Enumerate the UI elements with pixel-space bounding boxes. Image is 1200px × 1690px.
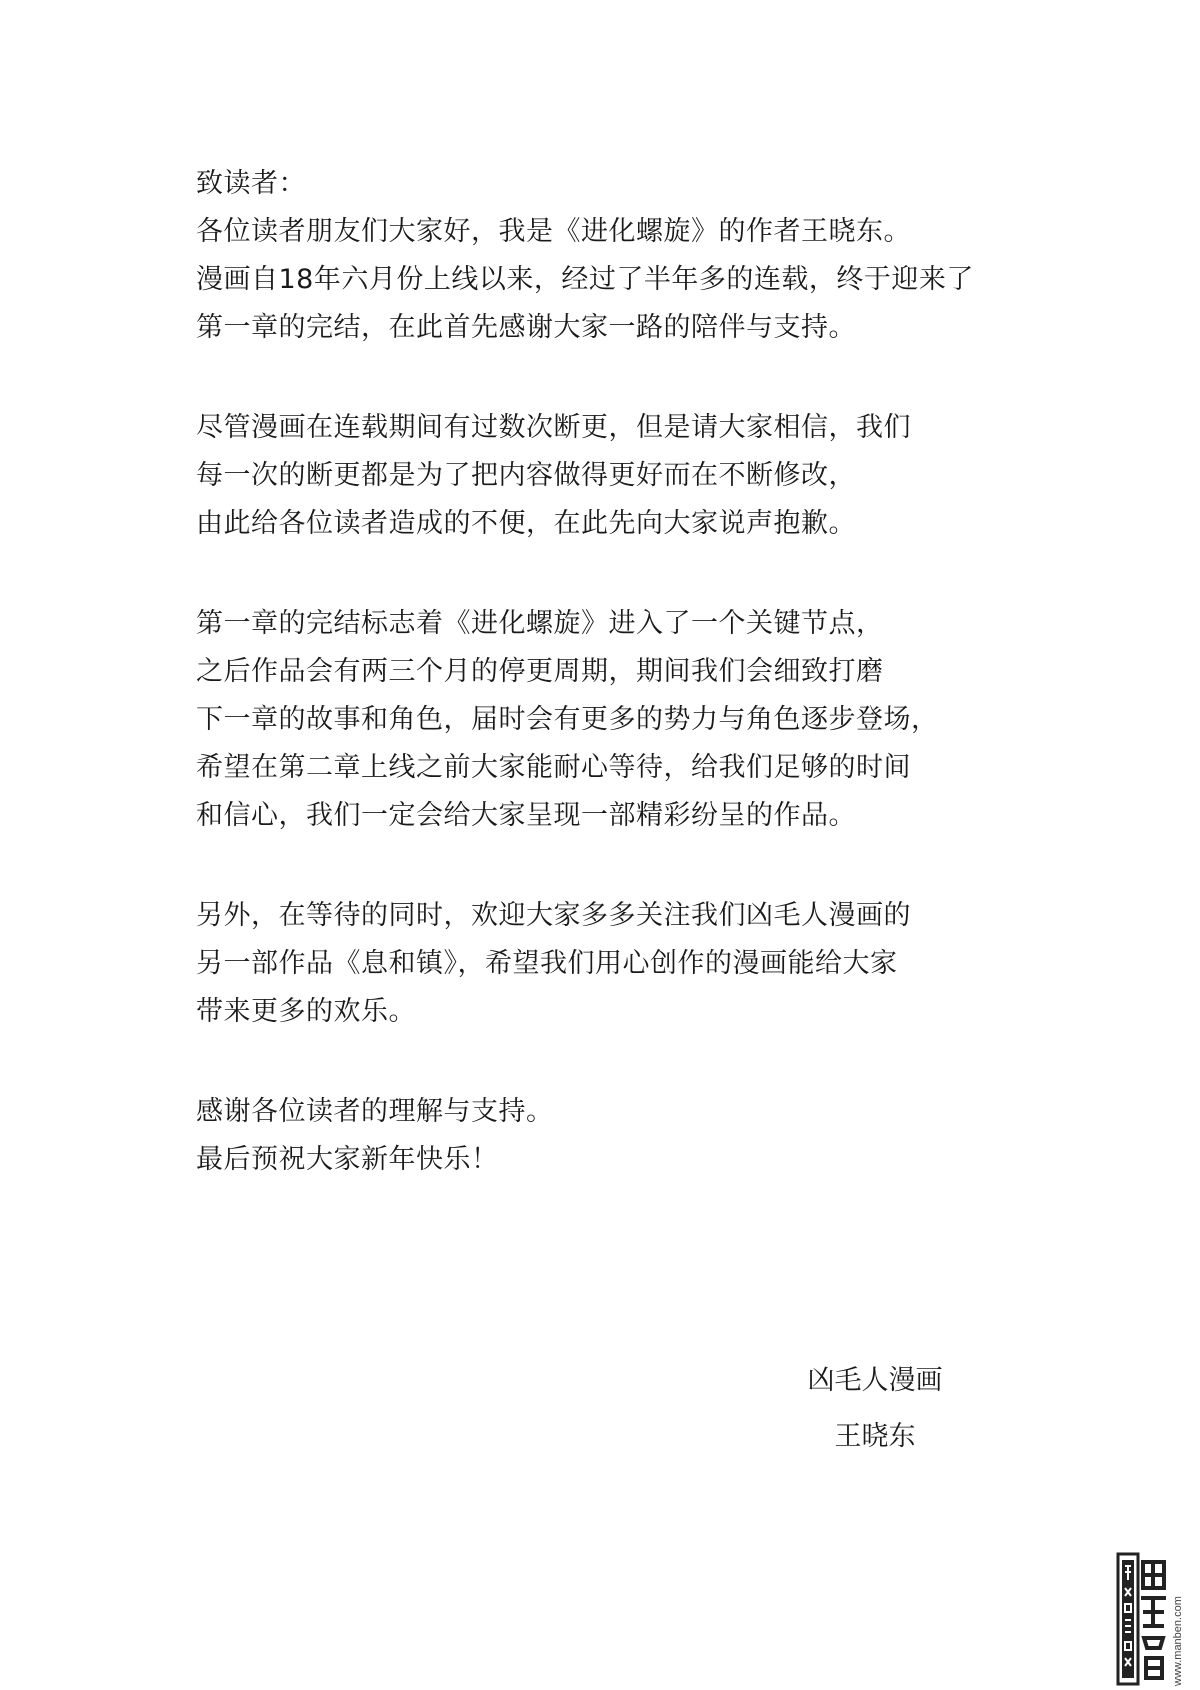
paragraph-1 [196,208,1096,352]
paragraph-4 [196,892,1096,1036]
paragraph-line: 另外，在等待的同时，欢迎大家多多关注我们凶毛人漫画的 [196,900,911,931]
signature-author: 王晓东 [834,1421,916,1452]
paragraph-line: 每一次的断更都是为了把内容做得更好而在不断修改， [196,460,856,491]
paragraph-line: 感谢各位读者的理解与支持。 [196,1096,554,1127]
watermark [1116,1546,1194,1686]
manben-logo-icon [1116,1552,1168,1686]
paragraph-line: 由此给各位读者造成的不便，在此先向大家说声抱歉。 [196,508,856,539]
paragraph-line: 最后预祝大家新年快乐！ [196,1144,499,1175]
paragraph-line: 和信心，我们一定会给大家呈现一部精彩纷呈的作品。 [196,800,856,831]
paragraph-line: 第一章的完结，在此首先感谢大家一路的陪伴与支持。 [196,312,856,343]
signature-block [790,1353,960,1465]
paragraph-line: 希望在第二章上线之前大家能耐心等待，给我们足够的时间 [196,752,911,783]
paragraph-line: 尽管漫画在连载期间有过数次断更，但是请大家相信，我们 [196,412,911,443]
paragraph-3 [196,600,1096,840]
paragraph-line: 带来更多的欢乐。 [196,996,416,1027]
paragraph-line: 下一章的故事和角色，届时会有更多的势力与角色逐步登场， [196,704,939,735]
paragraph-line: 之后作品会有两三个月的停更周期，期间我们会细致打磨 [196,656,884,687]
watermark-url: www.manben.com [1172,1596,1184,1686]
greeting: 致读者： [196,168,306,199]
paragraph-line: 另一部作品《息和镇》，希望我们用心创作的漫画能给大家 [196,948,898,979]
paragraph-2 [196,404,1096,548]
paragraph-line: 各位读者朋友们大家好，我是《进化螺旋》的作者王晓东。 [196,216,911,247]
paragraph-line: 第一章的完结标志着《进化螺旋》进入了一个关键节点， [196,608,884,639]
paragraph-5 [196,1088,1096,1184]
paragraph-line: 漫画自18年六月份上线以来，经过了半年多的连载，终于迎来了 [196,264,974,295]
signature-studio: 凶毛人漫画 [807,1365,943,1396]
letter-body [196,160,1096,1236]
